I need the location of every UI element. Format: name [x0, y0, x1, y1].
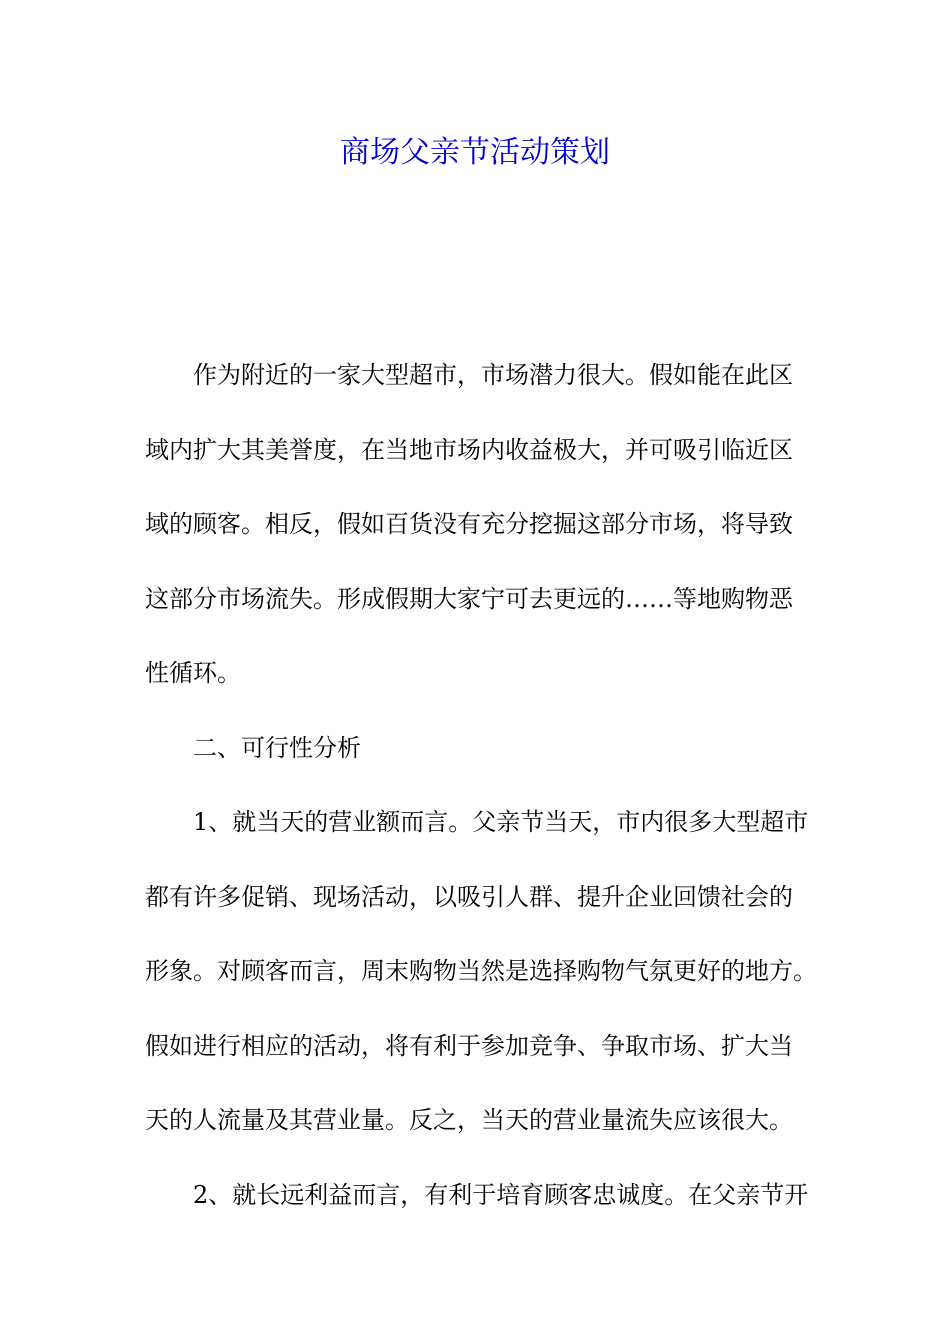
section-heading: 二、可行性分析 — [193, 733, 361, 762]
text-line: 1、就当天的营业额而言。父亲节当天，市内很多大型超市 — [193, 808, 809, 836]
text-line: 作为附近的一家大型超市，市场潜力很大。假如能在此区 — [193, 361, 793, 389]
page-title: 商场父亲节活动策划 — [340, 135, 610, 170]
text-line: 天的人流量及其营业量。反之，当天的营业量流失应该很大。 — [145, 1106, 793, 1134]
text-line: 假如进行相应的活动，将有利于参加竞争、争取市场、扩大当 — [145, 1031, 793, 1060]
document-body — [145, 338, 817, 1232]
text-line: 形象。对顾客而言，周末购物当然是选择购物气氛更好的地方。 — [145, 957, 817, 985]
text-line: 域内扩大其美誉度，在当地市场内收益极大，并可吸引临近区 — [145, 435, 793, 464]
text-line: 域的顾客。相反，假如百货没有充分挖掘这部分市场，将导致 — [145, 510, 793, 538]
text-line: 都有许多促销、现场活动，以吸引人群、提升企业回馈社会的 — [145, 882, 793, 911]
text-line: 这部分市场流失。形成假期大家宁可去更远的……等地购物恶 — [145, 584, 793, 613]
text-line: 性循环。 — [145, 659, 241, 687]
text-line: 2、就长远利益而言，有利于培育顾客忠诚度。在父亲节开 — [193, 1180, 809, 1209]
